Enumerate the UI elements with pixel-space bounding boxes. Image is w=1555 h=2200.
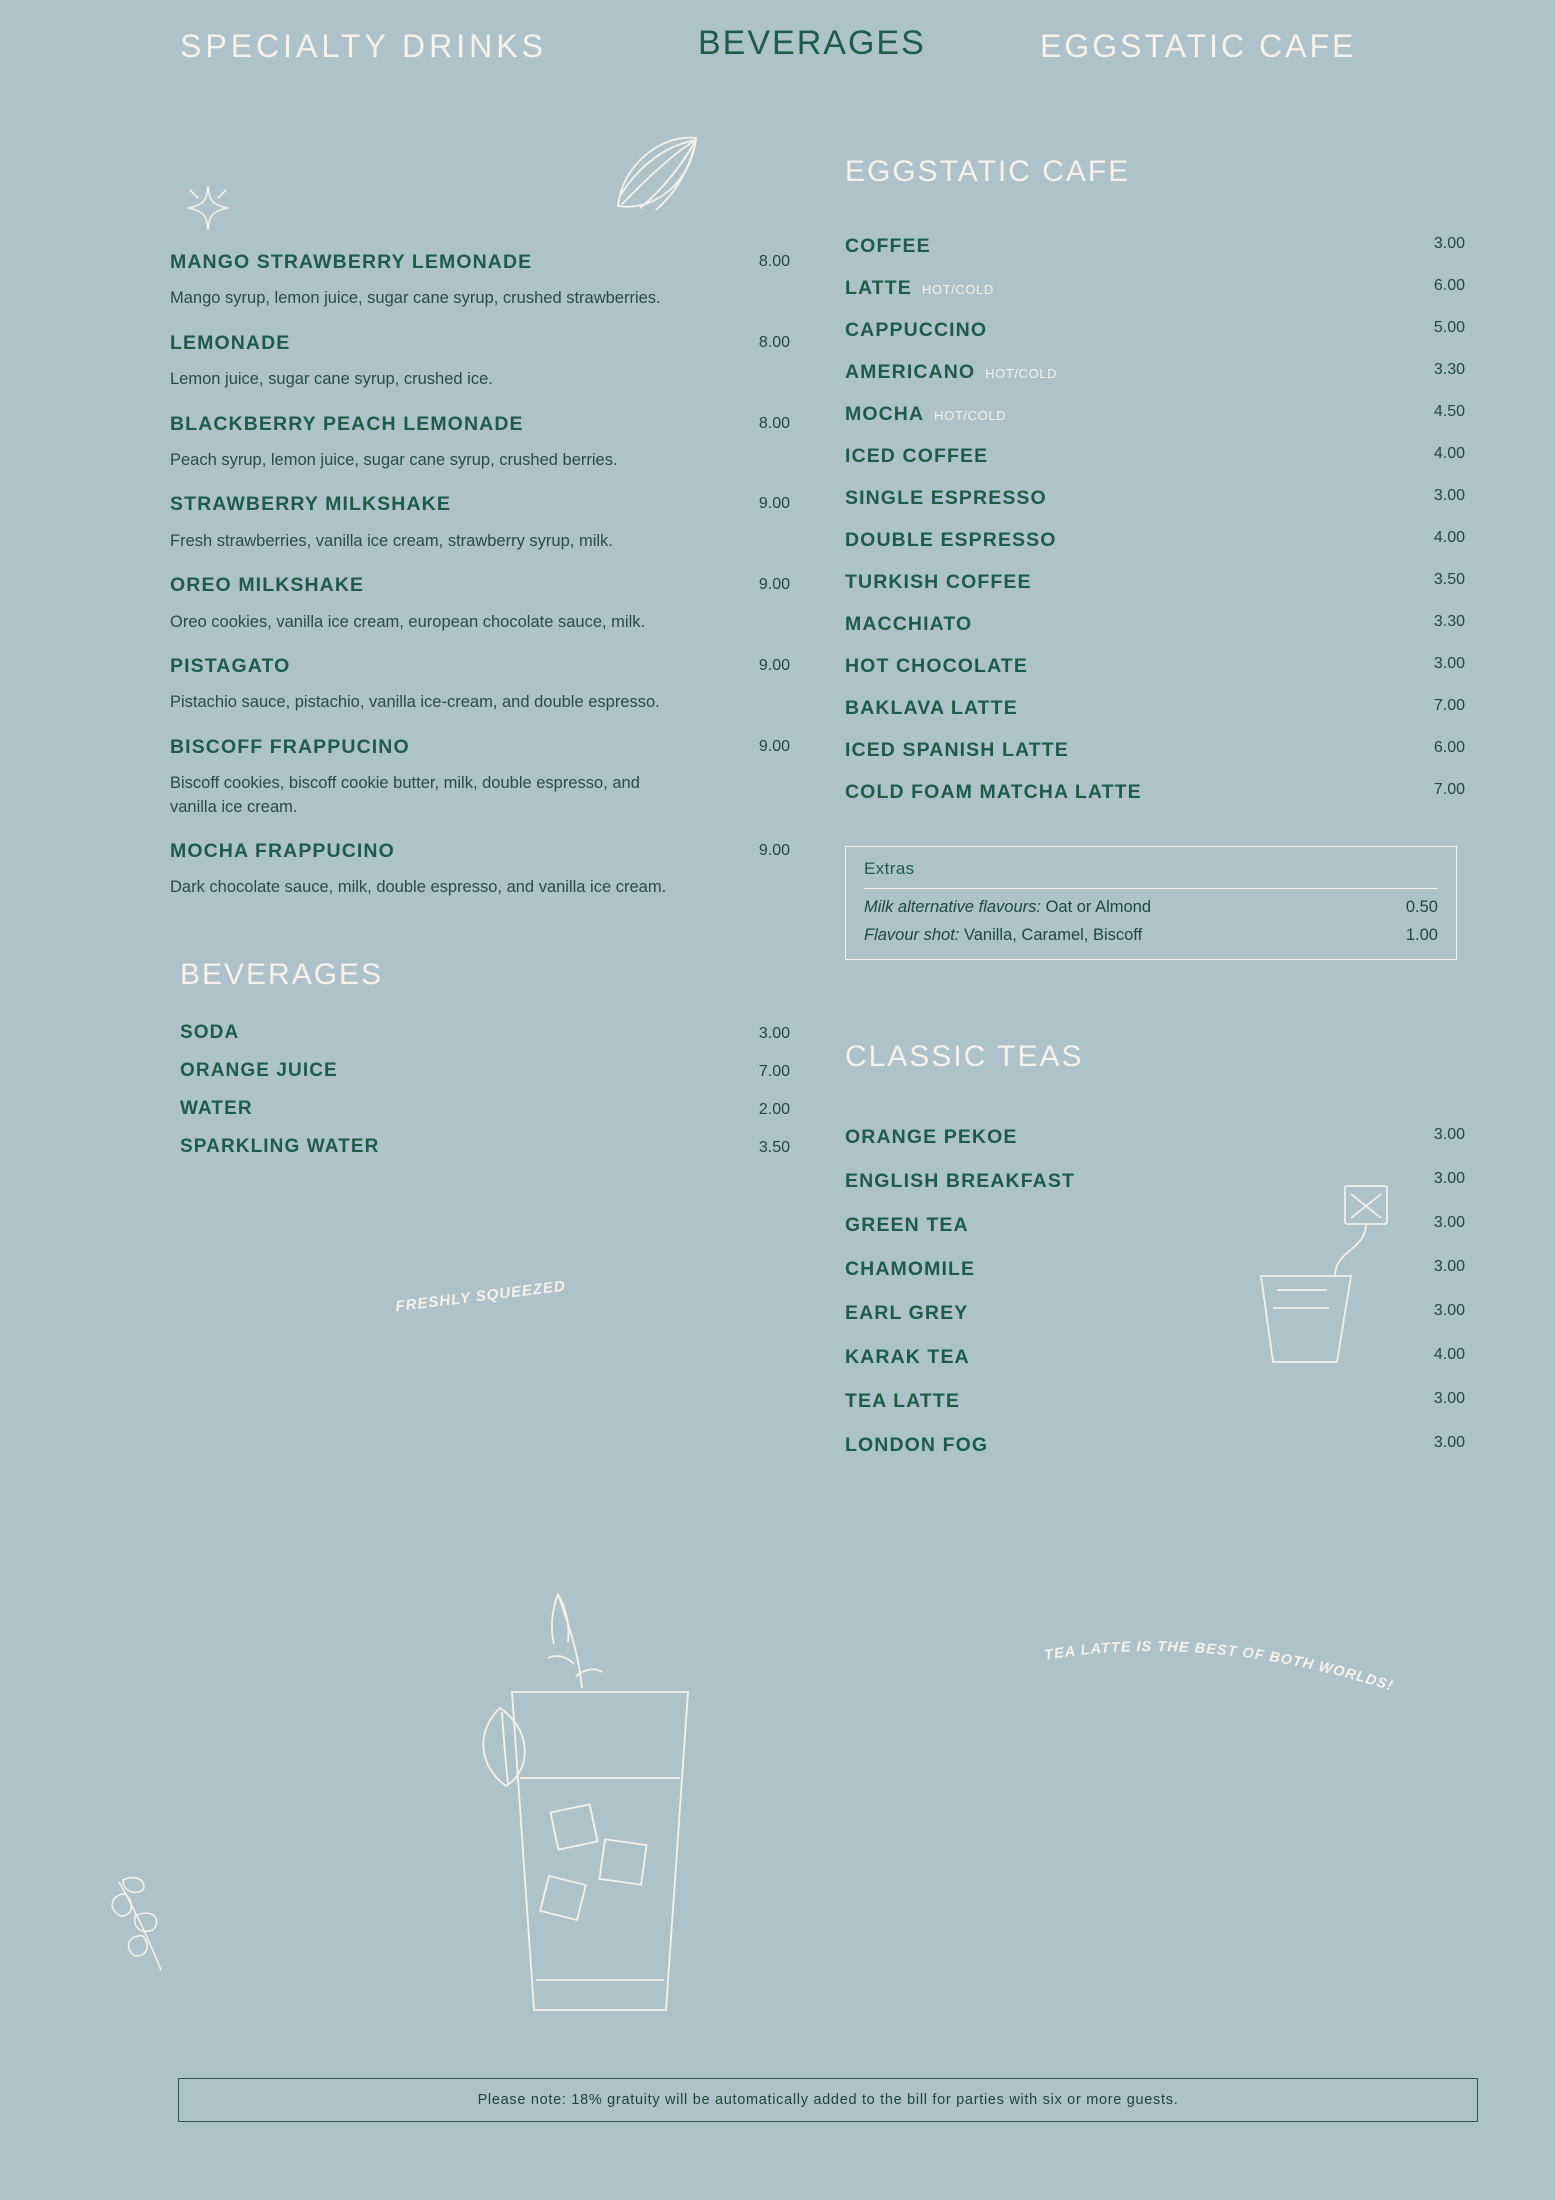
- cafe-row: [845, 403, 1465, 426]
- item-name: OREO MILKSHAKE: [170, 574, 365, 597]
- extras-value: Vanilla, Caramel, Biscoff: [959, 926, 1143, 944]
- item-name: MOCHA: [845, 403, 925, 425]
- tea-row: [845, 1214, 1465, 1237]
- item-name: LEMONADE: [170, 331, 291, 354]
- item-price: 3.00: [1433, 1214, 1465, 1231]
- item-price: 7.00: [758, 1062, 790, 1080]
- item-price: 8.00: [758, 253, 790, 270]
- item-price: 3.00: [1433, 1434, 1465, 1451]
- item-name: MANGO STRAWBERRY LEMONADE: [170, 251, 533, 273]
- cafe-row: [845, 739, 1465, 762]
- item-name: KARAK TEA: [845, 1346, 970, 1368]
- item-price: 3.00: [1433, 235, 1465, 252]
- item-price: 3.00: [1433, 1126, 1465, 1143]
- item-price: 4.00: [1433, 1346, 1465, 1363]
- item-price: 3.00: [1433, 655, 1465, 672]
- menu-item: [170, 492, 790, 553]
- extras-price: 1.00: [1405, 926, 1438, 944]
- item-price: 9.00: [758, 842, 790, 859]
- cafe-row: [845, 697, 1465, 720]
- item-price: 8.00: [758, 414, 790, 432]
- menu-item: [170, 250, 790, 311]
- beverage-row: [170, 1060, 790, 1082]
- item-name: BAKLAVA LATTE: [845, 697, 1018, 719]
- item-price: 3.50: [1433, 571, 1465, 588]
- item-price: 6.00: [1433, 739, 1465, 756]
- item-name: LATTE: [845, 277, 912, 299]
- item-price: 3.00: [758, 1024, 790, 1042]
- beverage-row: [170, 1022, 790, 1044]
- cafe-row: [845, 235, 1465, 258]
- menu-item: [170, 573, 790, 634]
- header-specialty-drinks: SPECIALTY DRINKS: [180, 28, 547, 64]
- item-price: 4.00: [1433, 529, 1465, 546]
- item-name: DOUBLE ESPRESSO: [845, 529, 1057, 551]
- tea-row: [845, 1302, 1465, 1325]
- item-name: MACCHIATO: [845, 613, 973, 635]
- lemon-slice-icon: [600, 128, 710, 233]
- item-name: ICED COFFEE: [845, 445, 989, 467]
- extras-row: [864, 926, 1438, 945]
- item-description: Peach syrup, lemon juice, sugar cane syrup, crushed berries.: [170, 450, 618, 469]
- extras-label: Milk alternative flavours:: [864, 898, 1041, 916]
- cafe-row: [845, 361, 1465, 384]
- item-name: MOCHA FRAPPUCINO: [170, 840, 395, 862]
- item-price: 9.00: [758, 737, 790, 755]
- item-name: SPARKLING WATER: [180, 1135, 380, 1157]
- item-name: ORANGE PEKOE: [845, 1126, 1018, 1148]
- menu-item: [170, 654, 790, 715]
- item-price: 7.00: [1433, 781, 1465, 798]
- item-price: 3.30: [1433, 361, 1465, 378]
- sparkle-icon: [178, 178, 238, 243]
- item-price: 3.00: [1433, 1390, 1465, 1407]
- specialty-drinks-list: [170, 250, 790, 900]
- beverages-section: [170, 958, 790, 1158]
- item-description: Oreo cookies, vanilla ice cream, european chocolate sauce, milk.: [170, 612, 646, 631]
- item-price: 4.50: [1433, 403, 1465, 420]
- item-tag: HOT/COLD: [921, 282, 994, 297]
- item-name: GREEN TEA: [845, 1214, 969, 1236]
- item-name: SODA: [180, 1021, 240, 1043]
- item-price: 3.00: [1433, 1302, 1465, 1319]
- item-name: ORANGE JUICE: [180, 1059, 338, 1081]
- extras-title: Extras: [864, 859, 1438, 889]
- item-description: Pistachio sauce, pistachio, vanilla ice-cream, and double espresso.: [170, 693, 660, 712]
- svg-text:TEA LATTE IS THE BEST OF BOTH: TEA LATTE IS THE BEST OF BOTH WORLDS!: [1043, 1640, 1396, 1695]
- cafe-row: [845, 445, 1465, 468]
- tea-row: [845, 1126, 1465, 1149]
- item-description: Lemon juice, sugar cane syrup, crushed ice.: [170, 370, 493, 389]
- tea-row: [845, 1346, 1465, 1369]
- item-price: 4.00: [1433, 445, 1465, 462]
- item-description: Mango syrup, lemon juice, sugar cane syrup, crushed strawberries.: [170, 289, 661, 308]
- item-name: TURKISH COFFEE: [845, 571, 1032, 593]
- footer-gratuity-note: Please note: 18% gratuity will be automatically added to the bill for parties with six or more guests.: [178, 2078, 1478, 2122]
- item-price: 9.00: [758, 656, 790, 674]
- leaf-sprig-icon: [105, 1870, 195, 1985]
- cafe-row: [845, 319, 1465, 342]
- item-price: 6.00: [1433, 277, 1465, 294]
- item-price: 2.00: [758, 1100, 790, 1118]
- cafe-row: [845, 487, 1465, 510]
- item-name: LONDON FOG: [845, 1434, 989, 1456]
- tea-row: [845, 1170, 1465, 1193]
- item-name: BISCOFF FRAPPUCINO: [170, 735, 410, 758]
- cafe-list: [845, 235, 1465, 804]
- item-name: ENGLISH BREAKFAST: [845, 1170, 1075, 1192]
- item-price: 8.00: [758, 333, 790, 351]
- item-name: ICED SPANISH LATTE: [845, 739, 1069, 761]
- menu-item: [170, 412, 790, 473]
- tea-latte-note: [1040, 1640, 1420, 1700]
- teas-section: [845, 1040, 1465, 1457]
- item-tag: HOT/COLD: [985, 366, 1058, 381]
- tea-row: [845, 1258, 1465, 1281]
- item-price: 3.50: [758, 1138, 790, 1156]
- right-column: [845, 155, 1465, 1478]
- tea-row: [845, 1390, 1465, 1413]
- extras-value: Oat or Almond: [1040, 898, 1152, 916]
- cafe-row: [845, 781, 1465, 804]
- extras-label: Flavour shot:: [864, 926, 960, 944]
- item-description: Biscoff cookies, biscoff cookie butter, milk, double espresso, and vanilla ice cream.: [170, 774, 640, 816]
- item-name: STRAWBERRY MILKSHAKE: [170, 493, 451, 516]
- teas-section-title: CLASSIC TEAS: [845, 1040, 1084, 1073]
- item-name: HOT CHOCOLATE: [845, 655, 1028, 677]
- beverage-row: [170, 1098, 790, 1120]
- tea-row: [845, 1434, 1465, 1457]
- item-name: EARL GREY: [845, 1302, 969, 1324]
- header-beverages: BEVERAGES: [698, 24, 926, 62]
- item-name: CHAMOMILE: [845, 1258, 976, 1280]
- menu-item: [170, 735, 790, 819]
- item-price: 3.00: [1433, 1258, 1465, 1275]
- item-price: 5.00: [1433, 319, 1465, 336]
- beverages-section-title: BEVERAGES: [180, 957, 384, 991]
- menu-item: [170, 331, 790, 392]
- cafe-row: [845, 277, 1465, 300]
- item-name: PISTAGATO: [170, 654, 291, 677]
- cafe-row: [845, 571, 1465, 594]
- extras-row: [864, 898, 1438, 917]
- header-eggstatic-cafe: EGGSTATIC CAFE: [1040, 28, 1357, 64]
- item-name: TEA LATTE: [845, 1390, 960, 1412]
- extras-price: 0.50: [1405, 898, 1438, 916]
- item-description: Fresh strawberries, vanilla ice cream, strawberry syrup, milk.: [170, 531, 613, 550]
- item-name: SINGLE ESPRESSO: [845, 487, 1047, 509]
- cafe-row: [845, 529, 1465, 552]
- iced-drink-illustration: [470, 1580, 730, 2045]
- extras-box: [845, 846, 1457, 960]
- item-name: COFFEE: [845, 235, 931, 257]
- top-header: [0, 14, 1555, 84]
- item-price: 9.00: [758, 495, 790, 513]
- item-name: COLD FOAM MATCHA LATTE: [845, 781, 1142, 803]
- item-price: 7.00: [1433, 697, 1465, 714]
- item-name: AMERICANO: [845, 361, 976, 383]
- item-price: 3.00: [1433, 1170, 1465, 1187]
- item-name: WATER: [180, 1097, 253, 1119]
- left-column: [170, 250, 790, 1174]
- item-description: Dark chocolate sauce, milk, double espresso, and vanilla ice cream.: [170, 878, 667, 897]
- item-price: 3.00: [1433, 487, 1465, 504]
- freshly-squeezed-note: FRESHLY SQUEEZED: [394, 1277, 567, 1316]
- menu-item: [170, 839, 790, 900]
- item-name: CAPPUCCINO: [845, 319, 988, 341]
- cafe-row: [845, 613, 1465, 636]
- beverage-row: [170, 1136, 790, 1158]
- cafe-row: [845, 655, 1465, 678]
- cafe-section-title: EGGSTATIC CAFE: [845, 155, 1131, 188]
- item-price: 3.30: [1433, 613, 1465, 630]
- item-name: BLACKBERRY PEACH LEMONADE: [170, 412, 524, 435]
- item-price: 9.00: [758, 576, 790, 594]
- item-tag: HOT/COLD: [934, 408, 1007, 423]
